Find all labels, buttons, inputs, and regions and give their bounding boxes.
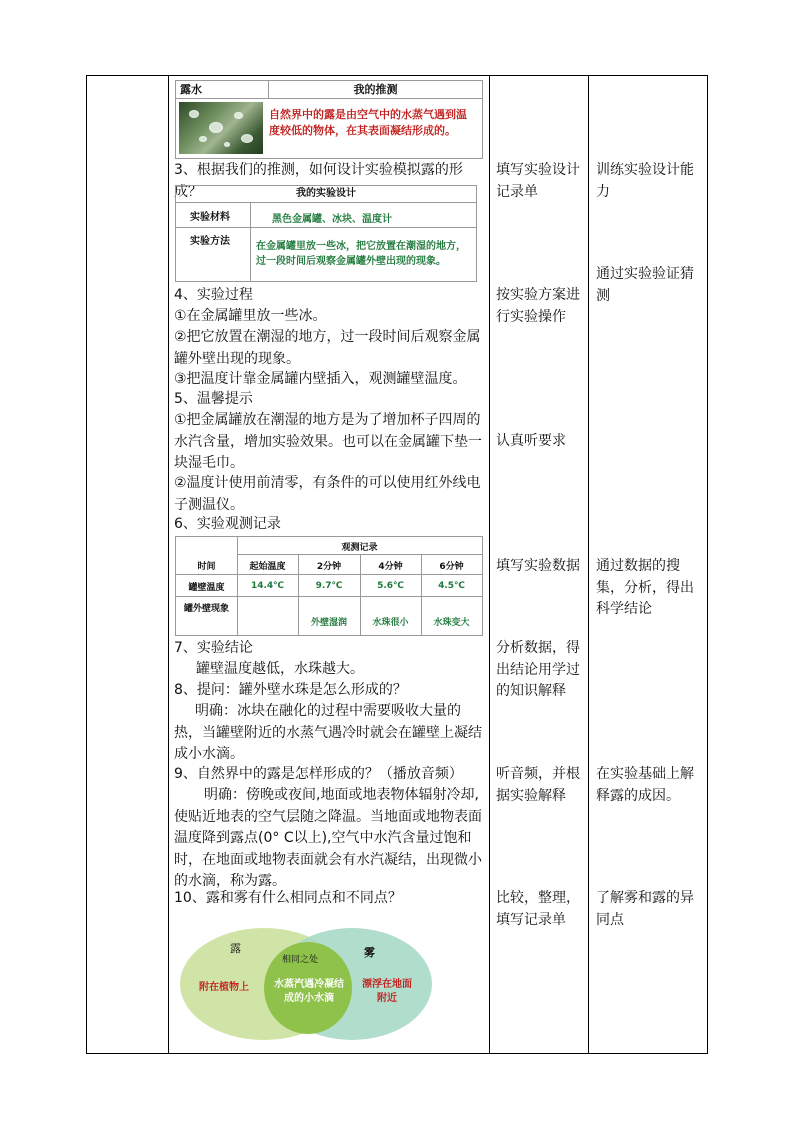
obs-row2-cell: 水珠变大 — [433, 618, 470, 628]
q8-text: 明确：冰块在融化的过程中需要吸收大量的热，当罐壁附近的水蒸气遇冷时就会在罐壁上凝结成小水滴。 — [174, 703, 482, 762]
obs-title: 观测记录 — [341, 543, 378, 553]
table-col-border — [588, 75, 589, 1054]
obs-row1-cell: 14.4℃ — [250, 581, 285, 591]
q5-tip-2: ②温度计使用前清零，有条件的可以使用红外线电子测温仪。 — [174, 475, 481, 513]
goal-verify: 通过实验验证猜测 — [596, 266, 694, 304]
q5-activity: 认真听要求 — [496, 433, 566, 449]
table-col-border — [168, 75, 169, 1054]
obs-header: 4分钟 — [378, 562, 403, 572]
q4-title: 4、实验过程 — [174, 287, 253, 303]
q9-goal: 在实验基础上解释露的成因。 — [596, 766, 694, 804]
q10-goal: 了解雾和露的异同点 — [596, 890, 694, 928]
dew-leaf-photo — [179, 102, 263, 154]
design-title: 我的实验设计 — [176, 186, 476, 203]
q4-step-3: ③把温度计靠金属罐内壁插入，观测罐壁温度。 — [174, 371, 467, 387]
design-material-value: 黑色金属罐、冰块、温度计 — [272, 214, 392, 225]
obs-row1-label: 罐壁温度 — [188, 583, 225, 593]
q8-title: 8、提问：罐外壁水珠是怎么形成的？ — [174, 682, 407, 698]
obs-header: 时间 — [197, 562, 216, 572]
q3-activity: 填写实验设计记录单 — [496, 162, 580, 200]
q9-activity: 听音频，并根据实验解释 — [496, 766, 580, 804]
design-method-label: 实验方法 — [190, 236, 230, 247]
q10-title: 10、露和雾有什么相同点和不同点？ — [174, 890, 402, 906]
venn-diagram — [178, 922, 436, 1042]
venn-right-text: 漂浮在地面附近 — [362, 979, 412, 1004]
obs-row2-cell: 外壁湿润 — [310, 618, 347, 628]
table-col-border — [86, 75, 87, 1054]
q6-title: 6、实验观测记录 — [174, 516, 281, 532]
q9-text: 明确：傍晚或夜间,地面或地表物体辐射冷却,使贴近地表的空气层随之降温。当地面或地物表面温度降到露点(0° C以上),空气中水汽含量过饱和时，在地面或地物表面就会有水汽凝结，出现微小的水滴，称为露。 — [174, 787, 482, 889]
q4-step-2: ②把它放置在潮湿的地方，过一段时间后观察金属罐外壁出现的现象。 — [174, 329, 481, 367]
obs-header: 6分钟 — [439, 562, 464, 572]
q6-activity: 填写实验数据 — [496, 558, 580, 574]
q7-text: 罐壁温度越低，水珠越大。 — [196, 661, 364, 677]
obs-row1-cell: 5.6℃ — [377, 581, 404, 591]
table-col-border — [707, 75, 708, 1054]
venn-middle-label: 相同之处 — [282, 955, 319, 965]
table-top-border — [86, 75, 708, 76]
q9-title: 9、自然界中的露是怎样形成的？（播放音频） — [174, 766, 463, 782]
obs-header: 2分钟 — [316, 562, 342, 572]
table-bottom-border — [86, 1053, 708, 1054]
venn-right-label: 雾 — [364, 946, 375, 959]
q3-goal: 训练实验设计能力 — [596, 162, 694, 200]
obs-row1-cell: 4.5℃ — [438, 581, 465, 591]
table-col-border — [489, 75, 490, 1054]
obs-row2-cell: 水珠很小 — [372, 618, 409, 628]
venn-middle-text: 水蒸汽遇冷凝结成的小水滴 — [274, 979, 344, 1004]
design-method-value: 在金属罐里放一些冰，把它放置在潮湿的地方，过一段时间后观察金属罐外壁出现的现象。 — [256, 241, 466, 267]
observation-table — [175, 536, 483, 636]
experiment-design-card — [175, 185, 477, 282]
obs-header: 起始温度 — [249, 562, 286, 572]
q7-activity: 分析数据，得出结论用学过的知识解释 — [496, 640, 580, 699]
dew-card-header-right: 我的推测 — [269, 81, 482, 99]
q6-goal: 通过数据的搜集，分析，得出科学结论 — [596, 558, 694, 617]
dew-hypothesis-text: 自然界中的露是由空气中的水蒸气遇到温度较低的物体，在其表面凝结形成的。 — [269, 108, 467, 137]
design-material-label: 实验材料 — [190, 212, 230, 223]
q3-text: 3、根据我们的推测，如何设计实验模拟露的形成？ — [174, 162, 463, 200]
dew-card-header-left: 露水 — [176, 81, 269, 99]
q7-title: 7、实验结论 — [174, 640, 253, 656]
q5-tip-1: ①把金属罐放在潮湿的地方是为了增加杯子四周的水汽含量，增加实验效果。也可以在金属罐下垫一块湿毛巾。 — [174, 412, 482, 471]
q10-activity: 比较，整理，填写记录单 — [496, 890, 580, 928]
dew-card — [175, 80, 483, 159]
obs-row2-label: 罐外壁现象 — [183, 604, 229, 614]
q5-title: 5、温馨提示 — [174, 391, 253, 407]
venn-left-label: 露 — [230, 942, 241, 955]
q4-activity: 按实验方案进行实验操作 — [496, 287, 580, 325]
obs-row1-cell: 9.7℃ — [315, 581, 343, 591]
venn-left-text: 附在植物上 — [199, 982, 249, 993]
q4-step-1: ①在金属罐里放一些冰。 — [174, 308, 327, 324]
